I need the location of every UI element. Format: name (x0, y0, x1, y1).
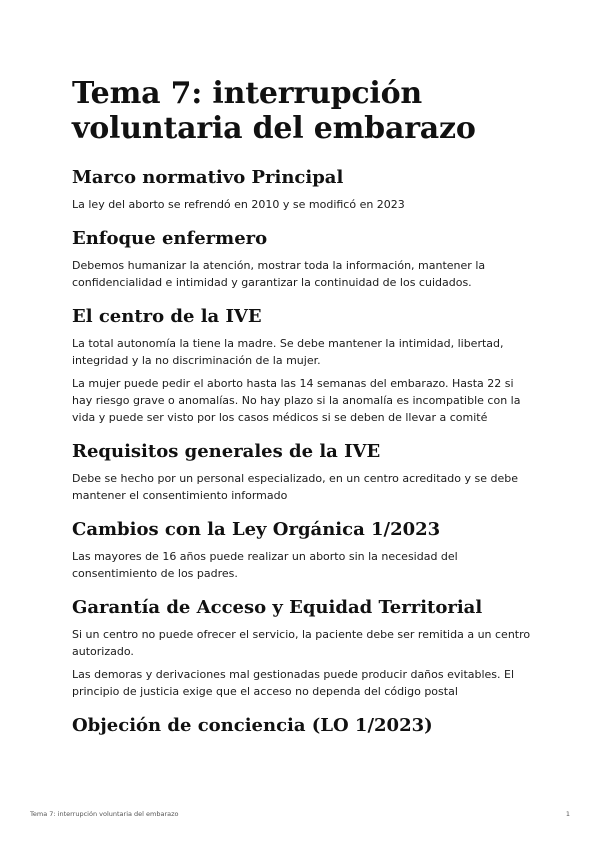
page-number: 1 (565, 810, 570, 818)
section-centro-ive (72, 305, 532, 426)
section-heading: Enfoque enfermero (72, 228, 268, 249)
section-heading: Objeción de conciencia (LO 1/2023) (72, 715, 433, 736)
paragraph: La mujer puede pedir el aborto hasta las 14 semanas del embarazo. Hasta 22 si hay riesgo grave o anomalías. No hay plazo si la anomalía es incompatible con la vida y puede ser visto por los casos médicos si se deben de llevar a comité (72, 377, 521, 424)
paragraph: Debemos humanizar la atención, mostrar toda la información, mantener la confidencialidad e intimidad y garantizar la continuidad de los cuidados. (72, 259, 486, 289)
paragraph: Las mayores de 16 años puede realizar un aborto sin la necesidad del consentimiento de los padres. (72, 550, 458, 580)
section-enfoque-enfermero (72, 227, 532, 291)
document-title: Tema 7: interrupción voluntaria del embarazo (72, 76, 476, 146)
section-marco-normativo (72, 166, 532, 213)
footer-title: Tema 7: interrupción voluntaria del embarazo (30, 810, 179, 818)
paragraph: La total autonomía la tiene la madre. Se debe mantener la intimidad, libertad, integridad y la no discriminación de la mujer. (72, 337, 504, 367)
section-heading: Requisitos generales de la IVE (72, 441, 381, 462)
section-objecion-conciencia (72, 714, 532, 738)
paragraph: Debe se hecho por un personal especializado, en un centro acreditado y se debe mantener el consentimiento informado (72, 472, 518, 502)
page-footer (30, 810, 570, 822)
paragraph: Si un centro no puede ofrecer el servicio, la paciente debe ser remitida a un centro autorizado. (72, 628, 531, 658)
section-heading: Marco normativo Principal (72, 167, 344, 188)
paragraph: La ley del aborto se refrendó en 2010 y se modificó en 2023 (72, 198, 405, 211)
paragraph: Las demoras y derivaciones mal gestionadas puede producir daños evitables. El principio de justicia exige que el acceso no dependa del código postal (72, 668, 515, 698)
section-heading: Cambios con la Ley Orgánica 1/2023 (72, 519, 441, 540)
section-requisitos-generales (72, 440, 532, 504)
section-garantia-acceso (72, 596, 532, 700)
document-page (72, 76, 532, 744)
section-heading: Garantía de Acceso y Equidad Territorial (72, 597, 483, 618)
section-cambios-ley (72, 518, 532, 582)
section-heading: El centro de la IVE (72, 306, 262, 327)
